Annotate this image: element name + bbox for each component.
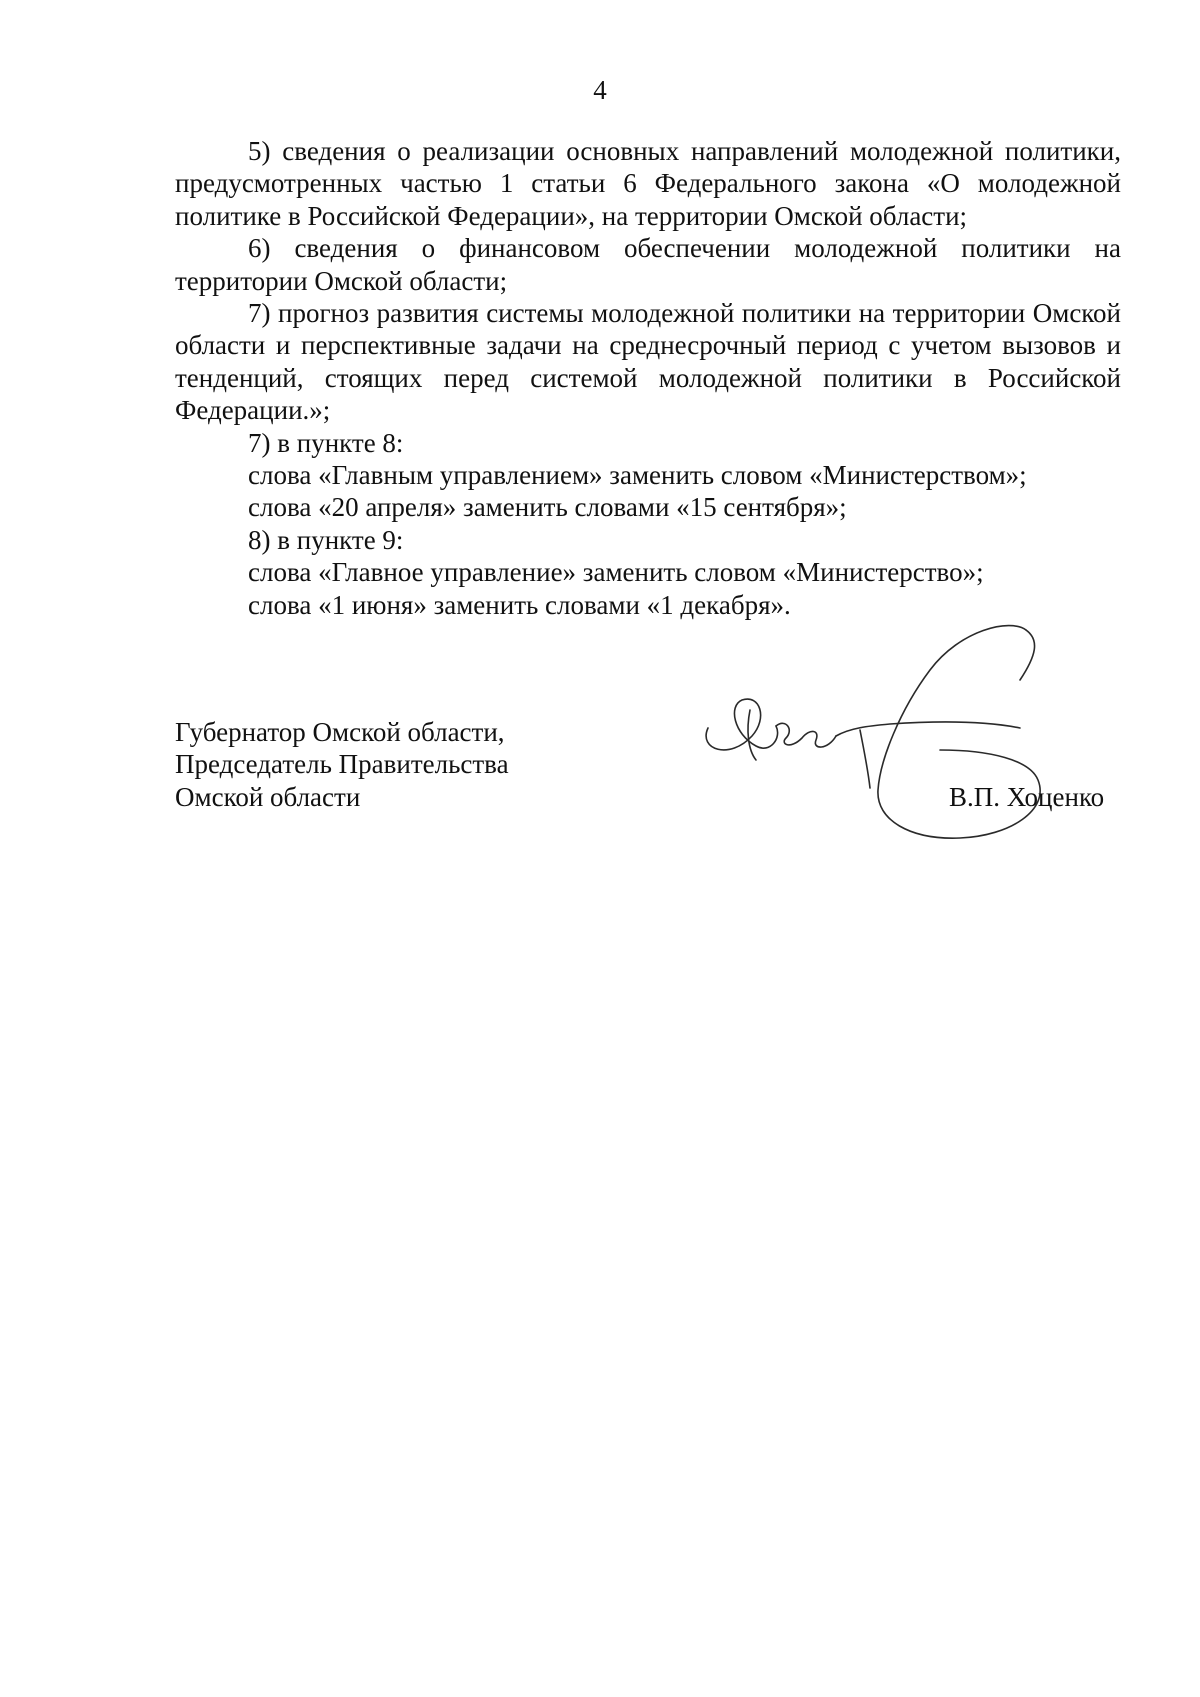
paragraph: слова «1 июня» заменить словами «1 декабря». [248, 589, 791, 620]
paragraph: 7) в пункте 8: [248, 427, 404, 458]
signatory-position-line: Омской области [175, 781, 361, 812]
handwritten-signature [690, 610, 1120, 850]
signer-name: В.П. Хоценко [949, 782, 1105, 812]
signatory-position-line: Председатель Правительства [175, 749, 509, 780]
signatory-position-line: Губернатор Омской области, [175, 717, 505, 747]
signatory-position [175, 716, 575, 813]
page-number: 4 [593, 75, 607, 105]
paragraph: 7) прогноз развития системы молодежной политики на территории Омской области и перспективные задачи на среднесрочный период с учетом вызовов и тенденций, стоящих перед системой молодежной политики в Российской Федерации.»; [175, 298, 1121, 426]
paragraph: слова «20 апреля» заменить словами «15 сентября»; [248, 492, 847, 523]
paragraph: слова «Главное управление» заменить словом «Министерство»; [248, 557, 984, 588]
paragraph: 6) сведения о финансовом обеспечении молодежной политики на территории Омской области; [175, 233, 1121, 296]
paragraph: 5) сведения о реализации основных направлений молодежной политики, предусмотренных частью 1 статьи 6 Федерального закона «О молодежной политике в Российской Федерации», на территории Омской области; [175, 136, 1121, 231]
document-body [175, 135, 1121, 621]
paragraph: 8) в пункте 9: [248, 524, 404, 555]
paragraph: слова «Главным управлением» заменить словом «Министерством»; [248, 460, 1027, 491]
